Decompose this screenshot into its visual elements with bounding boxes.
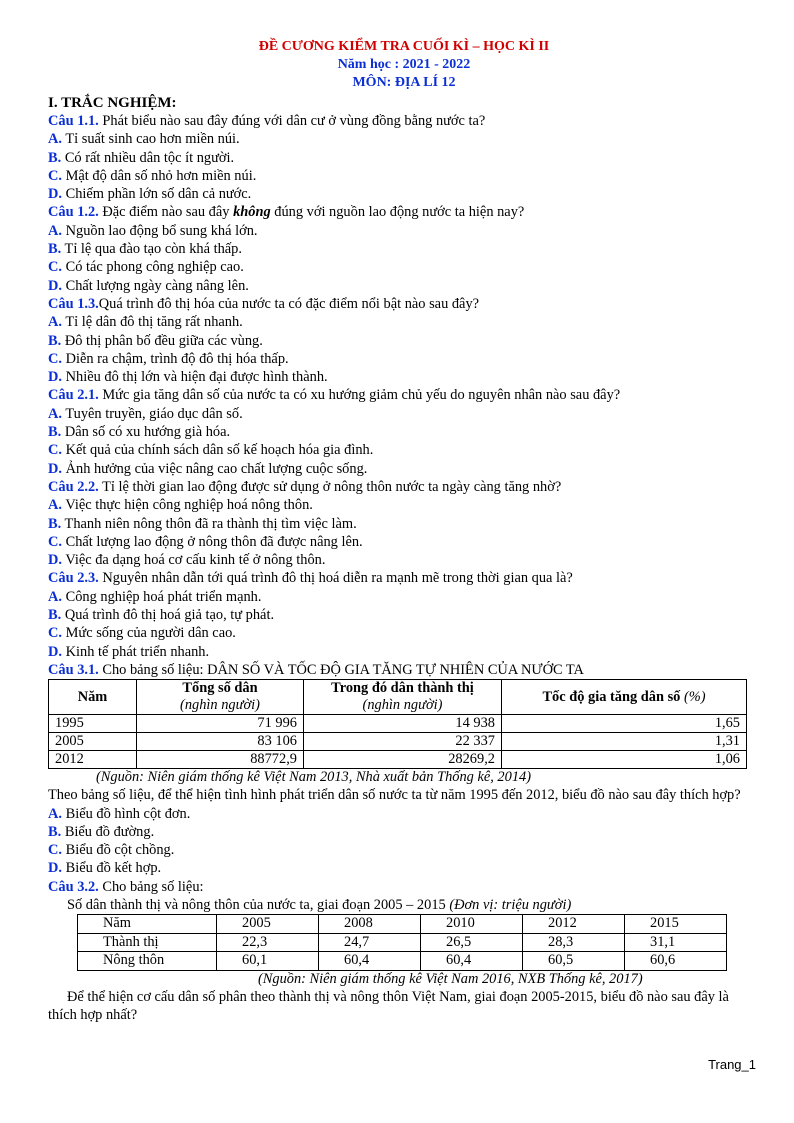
table-cell: 1,31 (502, 733, 747, 751)
header-text: Trong đó dân thành thị (331, 680, 474, 697)
option-a (48, 805, 760, 823)
table-cell: 2008 (319, 915, 421, 934)
option-text: Biểu đồ hình cột đơn. (65, 805, 191, 822)
question-text: Đặc điểm nào sau đây (98, 204, 234, 221)
option-text: Mật độ dân số nhỏ hơn miền núi. (65, 167, 257, 184)
option-label: A. (48, 588, 62, 605)
table-cell: 31,1 (625, 933, 727, 952)
question-1-2 (48, 203, 760, 221)
option-a (48, 496, 760, 514)
document-title: ĐỀ CƯƠNG KIỂM TRA CUỐI KÌ – HỌC KÌ II (258, 39, 550, 54)
question-3-1 (48, 661, 760, 679)
option-label: D. (48, 552, 62, 569)
option-label: B. (48, 332, 62, 349)
table-cell: Thành thị (78, 933, 217, 952)
option-d (48, 277, 760, 295)
option-a (48, 130, 760, 148)
table-cell: 2012 (49, 751, 137, 769)
option-label: B. (48, 515, 62, 532)
option-text: Kết quả của chính sách dân số kế hoạch hóa gia đình. (65, 442, 374, 459)
option-text: Đô thị phân bố đều giữa các vùng. (64, 332, 263, 349)
question-number: Câu 2.3. (48, 570, 99, 587)
table-cell: Nông thôn (78, 952, 217, 971)
table-cell: 28269,2 (304, 751, 502, 769)
header-rate (502, 680, 747, 715)
option-label: C. (48, 625, 62, 642)
option-text: Ảnh hưởng của việc nâng cao chất lượng cuộc sống. (65, 460, 368, 477)
option-c (48, 258, 760, 276)
question-prompt: Theo bảng số liệu, để thể hiện tình hình phát triển dân số nước ta từ năm 1995 đến 2012, biểu đồ nào sau đây thích hợp? (48, 787, 741, 804)
table-cell: 1995 (49, 715, 137, 733)
option-d (48, 859, 760, 877)
option-b (48, 149, 760, 167)
option-label: A. (48, 497, 62, 514)
table-cell: 1,65 (502, 715, 747, 733)
option-text: Biểu đồ cột chồng. (65, 842, 175, 859)
option-c (48, 350, 760, 368)
table-cell: 71 996 (137, 715, 304, 733)
option-a (48, 222, 760, 240)
option-label: C. (48, 259, 62, 276)
question-2-2 (48, 478, 760, 496)
question-1-3 (48, 295, 760, 313)
option-c (48, 441, 760, 459)
caption-text: Số dân thành thị và nông thôn của nước ta, giai đoạn 2005 – 2015 (67, 896, 450, 913)
population-table (48, 679, 747, 769)
school-year: Năm học : 2021 - 2022 (337, 57, 471, 72)
option-d (48, 551, 760, 569)
caption-unit: (Đơn vị: triệu người) (449, 896, 572, 913)
question-text: Nguyên nhân dẫn tới quá trình đô thị hoá diễn ra mạnh mẽ trong thời gian qua là? (98, 570, 573, 587)
table-cell: 88772,9 (137, 751, 304, 769)
table-cell: 2010 (421, 915, 523, 934)
question-number: Câu 1.1. (48, 113, 99, 129)
option-d (48, 185, 760, 203)
option-label: B. (48, 149, 62, 166)
option-c (48, 841, 760, 859)
option-b (48, 606, 760, 624)
table-cell: Năm (78, 915, 217, 934)
table-cell: 60,1 (217, 952, 319, 971)
option-text: Tỉ lệ qua đào tạo còn khá thấp. (64, 241, 242, 258)
option-c (48, 624, 760, 642)
header-total (137, 680, 304, 715)
option-b (48, 515, 760, 533)
option-label: A. (48, 405, 62, 422)
table-row (78, 952, 727, 971)
option-label: D. (48, 277, 62, 294)
question-text: Cho bảng số liệu: DÂN SỐ VÀ TỐC ĐỘ GIA TĂNG TỰ NHIÊN CỦA NƯỚC TA (98, 661, 584, 678)
option-text: Thanh niên nông thôn đã ra thành thị tìm việc làm. (64, 515, 357, 532)
option-a (48, 313, 760, 331)
option-label: C. (48, 442, 62, 459)
option-label: C. (48, 533, 62, 550)
question-text: Cho bảng số liệu: (98, 878, 204, 895)
option-text: Biểu đồ kết hợp. (65, 860, 162, 877)
option-label: A. (48, 805, 62, 822)
option-label: D. (48, 186, 62, 203)
header-text: Tổng số dân (182, 680, 258, 697)
table-cell: 60,4 (421, 952, 523, 971)
table-cell: 28,3 (523, 933, 625, 952)
table-cell: 83 106 (137, 733, 304, 751)
page-number: Trang_1 (708, 1057, 756, 1072)
option-d (48, 460, 760, 478)
question-2-1 (48, 386, 760, 404)
question-text: Mức gia tăng dân số của nước ta có xu hướng giảm chủ yếu do nguyên nhân nào sau đây? (98, 387, 621, 404)
option-a (48, 588, 760, 606)
option-b (48, 823, 760, 841)
table-header-row (49, 680, 747, 715)
question-text: đúng với nguồn lao động nước ta hiện nay? (270, 204, 525, 221)
question-text: Quá trình đô thị hóa của nước ta có đặc điểm nổi bật nào sau đây? (98, 295, 480, 312)
option-label: C. (48, 167, 62, 184)
option-d (48, 368, 760, 386)
option-label: A. (48, 314, 62, 331)
option-text: Diễn ra chậm, trình độ đô thị hóa thấp. (65, 350, 289, 367)
table-cell: 2005 (217, 915, 319, 934)
option-label: C. (48, 350, 62, 367)
question-number: Câu 1.3. (48, 295, 99, 312)
table-row (78, 915, 727, 934)
table-cell: 1,06 (502, 751, 747, 769)
option-label: A. (48, 131, 62, 148)
option-label: D. (48, 860, 62, 877)
option-label: D. (48, 369, 62, 386)
option-c (48, 533, 760, 551)
option-label: B. (48, 607, 62, 624)
option-label: B. (48, 424, 62, 441)
table-cell: 2005 (49, 733, 137, 751)
table-cell: 60,4 (319, 952, 421, 971)
table-cell: 2012 (523, 915, 625, 934)
table-cell: 22,3 (217, 933, 319, 952)
emphasis-word: không (233, 204, 271, 221)
question-1-1 (48, 112, 760, 130)
table-cell: 24,7 (319, 933, 421, 952)
table-cell: 14 938 (304, 715, 502, 733)
option-text: Công nghiệp hoá phát triển mạnh. (65, 588, 262, 605)
table-row (78, 933, 727, 952)
option-text: Nguồn lao động bổ sung khá lớn. (65, 222, 258, 239)
table-source: (Nguồn: Niên giám thống kê Việt Nam 2016, NXB Thống kê, 2017) (258, 970, 643, 987)
table-source: (Nguồn: Niên giám thống kê Việt Nam 2013, Nhà xuất bản Thống kê, 2014) (96, 769, 531, 786)
option-text: Biểu đồ đường. (64, 823, 155, 840)
table-row (49, 715, 747, 733)
question-prompt: Để thể hiện cơ cấu dân số phân theo thành thị và nông thôn Việt Nam, giai đoạn 2005-2015, biểu đồ nào sau đây là thích hợp nhất? (48, 988, 729, 1024)
option-label: B. (48, 241, 62, 258)
document-page (48, 38, 760, 1024)
option-text: Việc đa dạng hoá cơ cấu kinh tế ở nông thôn. (65, 552, 326, 569)
option-text: Quá trình đô thị hoá giả tạo, tự phát. (64, 607, 275, 624)
option-text: Chất lượng lao động ở nông thôn đã được nâng lên. (65, 533, 363, 550)
question-number: Câu 1.2. (48, 204, 99, 221)
section-heading: I. TRẮC NGHIỆM: (48, 95, 177, 111)
option-d (48, 643, 760, 661)
question-3-2 (48, 878, 760, 896)
question-text: Phát biểu nào sau đây đúng với dân cư ở vùng đồng bằng nước ta? (98, 113, 486, 129)
question-text: Tỉ lệ thời gian lao động được sử dụng ở nông thôn nước ta ngày càng tăng nhờ? (98, 478, 562, 495)
option-label: A. (48, 222, 62, 239)
option-text: Có tác phong công nghiệp cao. (65, 259, 244, 276)
option-b (48, 423, 760, 441)
option-label: C. (48, 842, 62, 859)
option-label: D. (48, 460, 62, 477)
option-b (48, 332, 760, 350)
header-unit: (nghìn người) (362, 697, 443, 714)
option-text: Tỉ suất sinh cao hơn miền núi. (65, 131, 240, 148)
table-cell: 22 337 (304, 733, 502, 751)
table-cell: 26,5 (421, 933, 523, 952)
urban-rural-table (77, 914, 727, 971)
header-unit: (nghìn người) (180, 697, 260, 714)
header-urban (304, 680, 502, 715)
option-text: Chất lượng ngày càng nâng lên. (65, 277, 249, 294)
option-text: Tuyên truyền, giáo dục dân số. (65, 405, 243, 422)
option-c (48, 167, 760, 185)
option-text: Tỉ lệ dân đô thị tăng rất nhanh. (65, 314, 243, 331)
subject-title: MÔN: ĐỊA LÍ 12 (352, 75, 456, 90)
option-b (48, 240, 760, 258)
table-cell: 60,5 (523, 952, 625, 971)
header-unit: (%) (683, 688, 706, 705)
question-2-3 (48, 569, 760, 587)
table-row (49, 751, 747, 769)
option-text: Nhiều đô thị lớn và hiện đại được hình thành. (65, 369, 328, 386)
question-number: Câu 3.2. (48, 878, 99, 895)
option-label: D. (48, 643, 62, 660)
question-number: Câu 2.1. (48, 387, 99, 404)
option-a (48, 405, 760, 423)
option-text: Có rất nhiều dân tộc ít người. (64, 149, 235, 166)
question-number: Câu 3.1. (48, 661, 99, 678)
option-label: B. (48, 823, 62, 840)
table-cell: 2015 (625, 915, 727, 934)
option-text: Việc thực hiện công nghiệp hoá nông thôn. (65, 497, 313, 514)
option-text: Mức sống của người dân cao. (65, 625, 236, 642)
table-cell: 60,6 (625, 952, 727, 971)
question-number: Câu 2.2. (48, 478, 99, 495)
option-text: Kinh tế phát triển nhanh. (65, 643, 210, 660)
option-text: Chiếm phần lớn số dân cả nước. (65, 186, 252, 203)
table-caption (48, 896, 760, 914)
header-year: Năm (49, 680, 137, 715)
table-row (49, 733, 747, 751)
option-text: Dân số có xu hướng già hóa. (64, 424, 231, 441)
header-text: Tốc độ gia tăng dân số (542, 688, 684, 705)
